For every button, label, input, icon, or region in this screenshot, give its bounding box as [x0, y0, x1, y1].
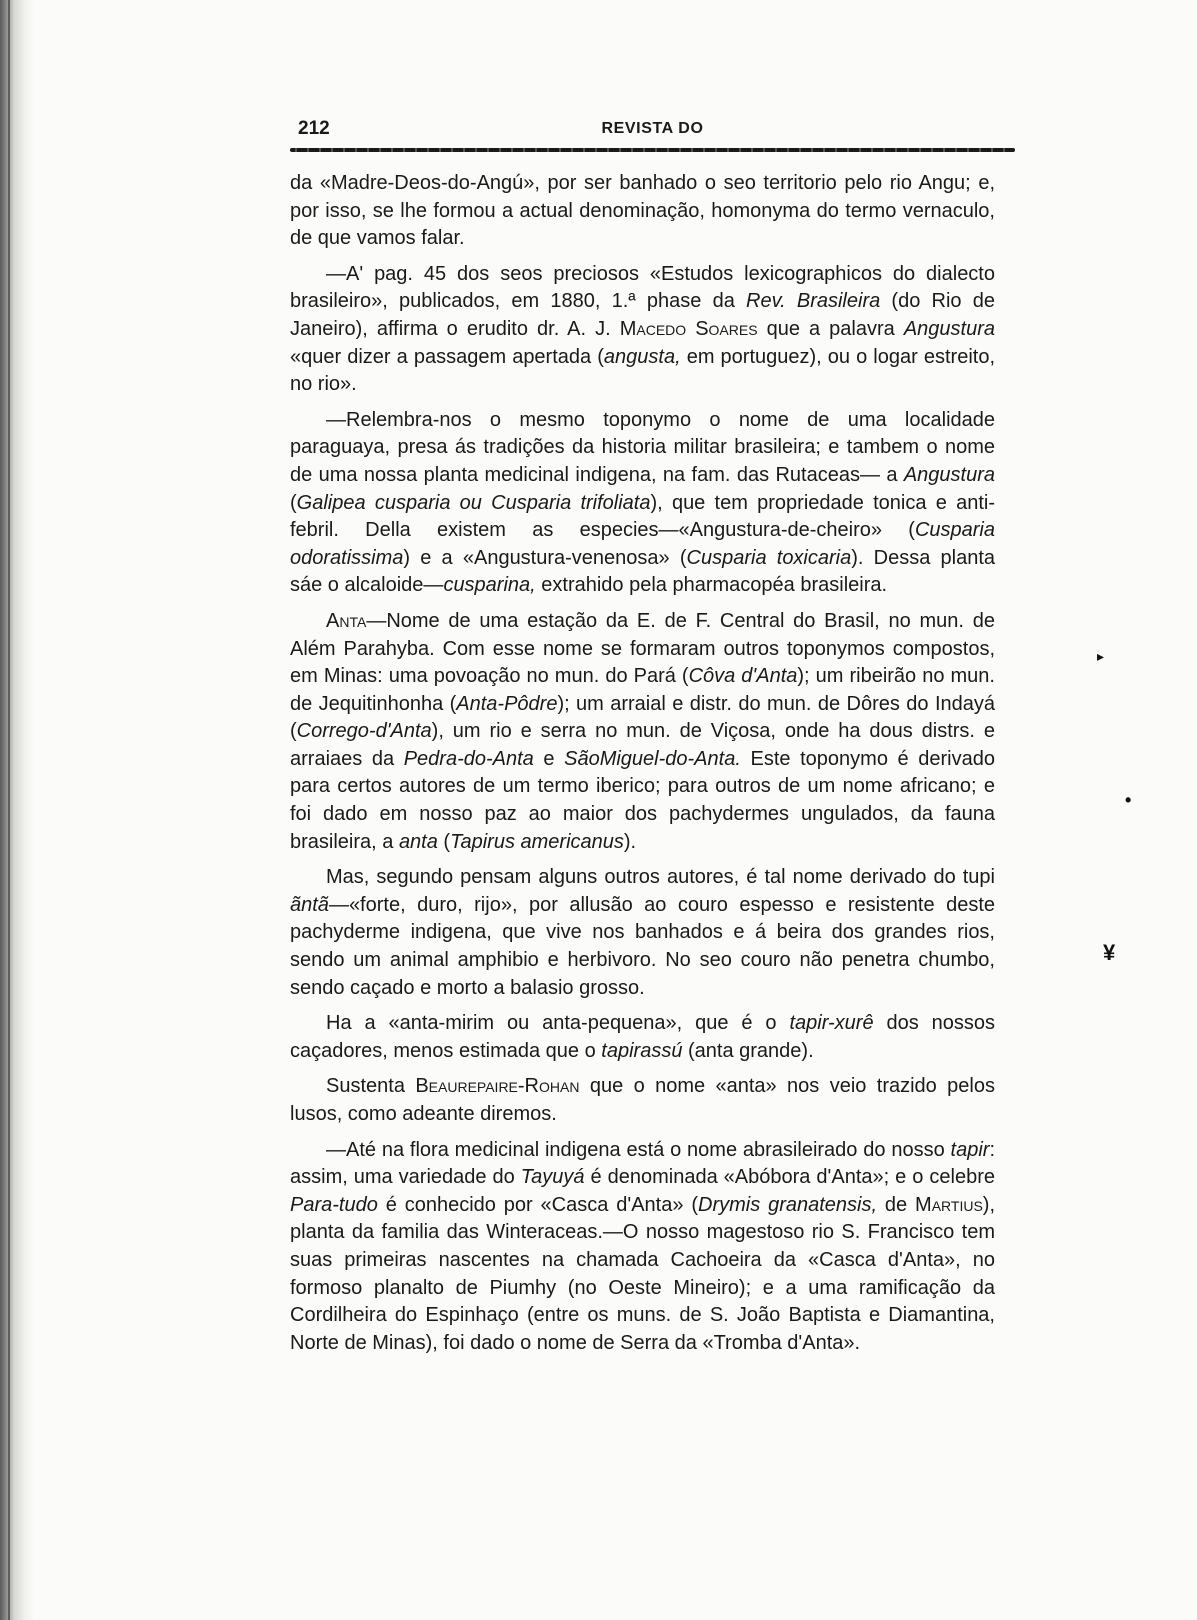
text-run: que o nome «anta» nos veio trazido pelos lusos, como adeante diremos. — [290, 1075, 995, 1125]
text-run: ). Dessa planta sáe o alcaloide— — [290, 546, 996, 597]
text-run: «quer dizer a passagem apertada ( — [290, 345, 604, 368]
italic-text: Galipea cusparia ou Cusparia trifoliata — [296, 491, 651, 514]
italic-text: Tayuyá — [520, 1166, 585, 1189]
scan-edge-shadow — [0, 0, 34, 1620]
text-run: (do Rio de Janeiro), affirma o erudito dr. A. J. — [290, 290, 995, 340]
italic-text: Cusparia odoratissima — [290, 519, 995, 569]
text-run: —Nome de uma estação da E. de F. Central do Brasil, no mun. de Além Parahyba. Com esse nome se formaram outros toponymos compostos, em Minas: uma povoação no mun. do Pará ( — [290, 609, 995, 688]
running-head: REVISTA DO — [601, 120, 704, 137]
italic-text: tapir-xurê — [789, 1012, 874, 1035]
italic-text: SãoMiguel-do-Anta. — [564, 747, 741, 770]
italic-text: Rev. Brasileira — [746, 290, 881, 313]
text-run: Este toponymo é derivado para certos autores de um termo iberico; para outros de um nome africano; e foi dado em nosso paz ao maior dos pachydermes ungulados, da fauna brasileira, a — [290, 747, 995, 853]
text-run: Sustenta — [326, 1075, 416, 1098]
text-run: ); um arraial e distr. do mun. de Dôres do Indayá ( — [290, 692, 995, 743]
text-run: extrahido pela pharmacopéa brasileira. — [535, 574, 888, 597]
text-run: ), planta da familia das Winteraceas.—O nosso magestoso rio S. Francisco tem suas primeiras nascentes na chamada Cachoeira da «Casca d'Anta», no formoso planalto de Piumhy (no Oeste Mineiro); e a uma ramificação da Cordilheira do Espinhaço (entre os muns. de S. João Baptista e Diamantina, Norte de Minas), foi dado o nome de Serra da «Tromba d'Anta». — [290, 1193, 996, 1354]
italic-text: tapirassú — [601, 1039, 683, 1062]
small-caps-name: Macedo Soares — [619, 317, 758, 340]
text-run: é conhecido por «Casca d'Anta» ( — [377, 1193, 698, 1216]
italic-text: Para-tudo — [290, 1193, 378, 1216]
italic-text: angusta, — [603, 345, 681, 368]
italic-text: Côva d'Anta — [688, 665, 798, 688]
italic-text: Angustura — [903, 317, 995, 340]
paragraph — [290, 864, 995, 1002]
text-run: que a palavra — [757, 317, 904, 340]
document-page — [290, 0, 1015, 1620]
italic-text: Cusparia toxicaria — [686, 546, 852, 569]
page-number: 212 — [298, 118, 330, 139]
text-run: e — [533, 747, 565, 770]
small-caps-name: Martius — [915, 1193, 983, 1216]
text-run: ), um rio e serra no mun. de Viçosa, onde ha dous distrs. e arraiaes da — [290, 720, 995, 770]
paragraph — [290, 608, 995, 856]
text-run: —Até na flora medicinal indigena está o nome abrasileirado do nosso — [326, 1138, 951, 1161]
text-run: —«forte, duro, rijo», por allusão ao couro espesso e resistente deste pachyderme indigena, que vive nos banhados e á beira dos grandes rios, sendo um animal amphibio e herbivoro. No seo couro não penetra chumbo, sendo caçado e morto a balasio grosso. — [290, 893, 995, 999]
text-run: ( — [437, 830, 451, 853]
text-run: da «Madre-Deos-do-Angú», por ser banhado o seo territorio pelo rio Angu; e, por isso, se lhe formou a actual denominação, homonyma do termo vernaculo, de que vamos falar. — [290, 172, 995, 250]
paragraph — [290, 1073, 995, 1128]
scan-binding-line — [8, 0, 10, 1620]
text-run: dos nossos caçadores, menos estimada que o — [290, 1012, 995, 1062]
text-run: —Relembra-nos o mesmo toponymo o nome de uma localidade paraguaya, presa ás tradições da historia militar brasileira; e tambem o nome de uma nossa planta medicinal indigena, na fam. das Rutaceas— a — [290, 408, 995, 486]
paragraph — [290, 261, 995, 399]
paragraph — [290, 1137, 995, 1358]
italic-text: ãntã — [290, 893, 329, 916]
text-run: em portuguez), ou o logar estreito, no rio». — [290, 345, 995, 396]
italic-text: Angustura — [903, 463, 995, 486]
text-run: ( — [290, 491, 297, 514]
paragraph — [290, 407, 995, 600]
italic-text: Pedra-do-Anta — [403, 747, 534, 770]
text-run: ), que tem propriedade tonica e anti-febril. Della existem as especies—«Angustura-de-cheiro» ( — [290, 491, 995, 542]
text-run: de — [877, 1193, 916, 1216]
text-run: —A' pag. 45 dos seos preciosos «Estudos lexicographicos do dialecto brasileiro», publicados, em 1880, 1.ª phase da — [290, 262, 995, 313]
page-header — [290, 118, 1015, 146]
header-rule — [290, 148, 1015, 152]
body-text — [290, 170, 995, 1365]
text-run: Ha a «anta-mirim ou anta-pequena», que é o — [326, 1012, 790, 1035]
text-run: (anta grande). — [682, 1039, 814, 1062]
paragraph — [290, 1010, 995, 1065]
text-run: ). — [623, 830, 637, 853]
italic-text: Tapirus americanus — [450, 830, 624, 853]
text-run: é denominada «Abóbora d'Anta»; e o celebre — [584, 1166, 995, 1189]
small-caps-name: Anta — [326, 609, 367, 632]
margin-speck: • — [1125, 790, 1132, 810]
text-run: ) e a «Angustura-venenosa» ( — [403, 546, 687, 569]
text-run: : assim, uma variedade do — [290, 1138, 995, 1189]
italic-text: Anta-Pôdre — [456, 692, 558, 715]
italic-text: Drymis granatensis, — [698, 1193, 878, 1216]
italic-text: tapir — [950, 1138, 990, 1161]
text-run: ); um ribeirão no mun. de Jequitinhonha ( — [290, 665, 995, 715]
paragraph — [290, 170, 995, 253]
italic-text: anta — [398, 830, 438, 853]
margin-speck: ▸ — [1097, 648, 1105, 664]
text-run: Mas, segundo pensam alguns outros autores, é tal nome derivado do tupi — [326, 866, 995, 889]
italic-text: Corrego-d'Anta — [296, 720, 432, 743]
small-caps-name: Beaurepaire-Rohan — [415, 1075, 580, 1098]
italic-text: cusparina, — [443, 574, 536, 597]
margin-speck: ¥ — [1103, 940, 1116, 965]
